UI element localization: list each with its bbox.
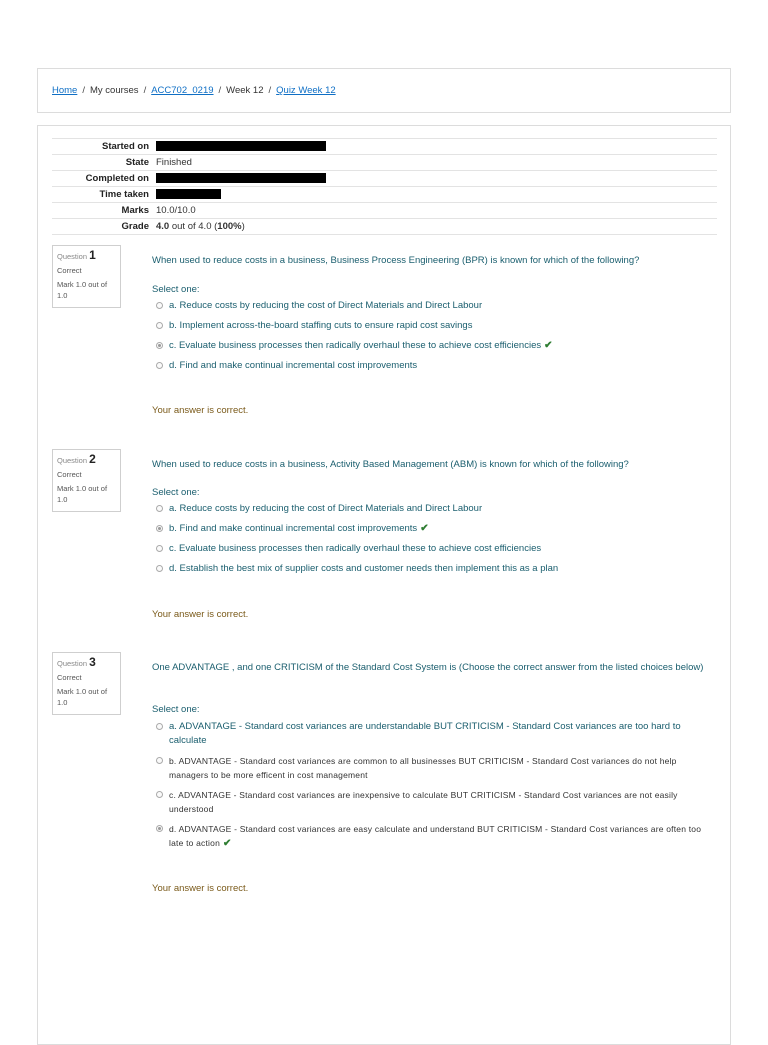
summary-row-time	[52, 187, 717, 203]
answer-option-3d[interactable]	[156, 822, 706, 851]
option-label: a. Reduce costs by reducing the cost of Direct Materials and Direct Labour	[169, 503, 483, 514]
breadcrumb-separator: /	[143, 85, 147, 96]
question-label: Question	[57, 456, 88, 465]
grade-middle: out of 4.0 (	[169, 221, 218, 232]
time-taken-label: Time taken	[99, 189, 149, 200]
question-status: Correct	[57, 673, 82, 682]
question-info-2	[52, 449, 121, 512]
breadcrumb-home-link[interactable]: Home	[52, 85, 78, 96]
grade-value	[154, 219, 717, 235]
question-number	[57, 657, 116, 669]
question-text-2: When used to reduce costs in a business, Activity Based Management (ABM) is known for which of the following?	[152, 459, 629, 470]
option-label: d. Find and make continual incremental cost improvements	[169, 360, 418, 371]
question-text-1: When used to reduce costs in a business, Business Process Engineering (BPR) is known for which of the following?	[152, 255, 640, 266]
marks-label: Marks	[121, 205, 149, 216]
option-label: d. ADVANTAGE - Standard cost variances are easy calculate and understand BUT CRITICISM - Standard Cost variances are often too late to action	[169, 824, 702, 848]
option-label: b. Find and make continual incremental cost improvements	[169, 523, 418, 534]
breadcrumb-week: Week 12	[226, 85, 264, 96]
check-icon: ✔	[544, 340, 553, 351]
option-label: d. Establish the best mix of supplier costs and customer needs then implement this as a plan	[169, 563, 559, 574]
summary-row-started	[52, 139, 717, 155]
grade-percent: 100%	[217, 221, 242, 232]
redacted-block	[156, 189, 221, 199]
summary-row-grade	[52, 219, 717, 235]
summary-row-state	[52, 155, 717, 171]
radio-icon[interactable]	[156, 723, 163, 730]
completed-on-value	[154, 171, 717, 187]
check-icon: ✔	[420, 523, 429, 534]
answer-option-2d[interactable]	[156, 562, 706, 576]
answer-feedback-3: Your answer is correct.	[152, 883, 249, 894]
radio-icon[interactable]	[156, 525, 163, 532]
question-number-value: 2	[89, 452, 96, 466]
select-one-label: Select one:	[152, 704, 200, 715]
select-one-label: Select one:	[152, 284, 200, 295]
option-label: a. ADVANTAGE - Standard cost variances are understandable BUT CRITICISM - Standard Cost variances are too hard to calculate	[169, 721, 681, 746]
time-taken-value	[154, 187, 717, 203]
question-info-1	[52, 245, 121, 308]
redacted-block	[156, 173, 326, 183]
answer-option-1c[interactable]	[156, 339, 706, 353]
redacted-block	[156, 141, 326, 151]
question-text-3: One ADVANTAGE , and one CRITICISM of the Standard Cost System is (Choose the correct answer from the listed choices below)	[152, 662, 704, 673]
summary-row-completed	[52, 171, 717, 187]
radio-icon[interactable]	[156, 362, 163, 369]
question-label: Question	[57, 252, 88, 261]
question-status: Correct	[57, 266, 82, 275]
question-mark: Mark 1.0 out of 1.0	[57, 280, 108, 300]
radio-icon[interactable]	[156, 505, 163, 512]
attempt-summary-table	[52, 138, 717, 235]
answer-option-2b[interactable]	[156, 522, 706, 536]
state-value: Finished	[156, 157, 192, 168]
answer-option-3c[interactable]	[156, 788, 706, 816]
radio-icon[interactable]	[156, 545, 163, 552]
breadcrumb-my-courses: My courses	[89, 85, 139, 96]
question-info-3	[52, 652, 121, 715]
breadcrumb	[52, 85, 336, 96]
breadcrumb-separator: /	[218, 85, 222, 96]
summary-row-marks	[52, 203, 717, 219]
option-label: b. Implement across-the-board staffing cuts to ensure rapid cost savings	[169, 320, 473, 331]
radio-icon[interactable]	[156, 342, 163, 349]
question-status: Correct	[57, 470, 82, 479]
question-number	[57, 250, 116, 262]
answer-option-1b[interactable]	[156, 319, 706, 333]
check-icon: ✔	[223, 838, 232, 849]
breadcrumb-separator: /	[268, 85, 272, 96]
radio-icon[interactable]	[156, 565, 163, 572]
marks-value: 10.0/10.0	[156, 205, 196, 216]
answer-feedback-1: Your answer is correct.	[152, 405, 249, 416]
answer-option-3a[interactable]	[156, 720, 706, 748]
completed-on-label: Completed on	[85, 173, 149, 184]
question-number	[57, 454, 116, 466]
question-number-value: 1	[89, 248, 96, 262]
breadcrumb-quiz-link[interactable]: Quiz Week 12	[276, 85, 336, 96]
started-on-label: Started on	[102, 141, 149, 152]
question-number-value: 3	[89, 655, 96, 669]
question-mark: Mark 1.0 out of 1.0	[57, 687, 108, 707]
answer-option-2c[interactable]	[156, 542, 706, 556]
radio-icon[interactable]	[156, 757, 163, 764]
state-label: State	[125, 157, 149, 168]
radio-icon[interactable]	[156, 322, 163, 329]
grade-end: )	[241, 221, 245, 232]
option-label: a. Reduce costs by reducing the cost of Direct Materials and Direct Labour	[169, 300, 483, 311]
radio-icon[interactable]	[156, 791, 163, 798]
question-label: Question	[57, 659, 88, 668]
option-label: c. Evaluate business processes then radically overhaul these to achieve cost efficiencies	[169, 340, 542, 351]
radio-icon[interactable]	[156, 302, 163, 309]
breadcrumb-separator: /	[82, 85, 85, 96]
answer-option-1a[interactable]	[156, 299, 706, 313]
breadcrumb-course-link[interactable]: ACC702_0219	[151, 85, 214, 96]
started-on-value	[154, 139, 717, 155]
option-label: b. ADVANTAGE - Standard cost variances are common to all businesses BUT CRITICISM - Standard Cost variances do not help managers to be more efficent in cost management	[169, 756, 677, 780]
grade-label: Grade	[121, 221, 149, 232]
option-label: c. ADVANTAGE - Standard cost variances are inexpensive to calculate BUT CRITICISM - Standard Cost variances are not easily understood	[169, 790, 678, 814]
answer-option-2a[interactable]	[156, 502, 706, 516]
answer-option-3b[interactable]	[156, 754, 706, 782]
select-one-label: Select one:	[152, 487, 200, 498]
grade-score: 4.0	[156, 221, 170, 232]
breadcrumb-bar	[37, 68, 731, 113]
answer-feedback-2: Your answer is correct.	[152, 609, 249, 620]
radio-icon[interactable]	[156, 825, 163, 832]
option-label: c. Evaluate business processes then radically overhaul these to achieve cost efficiencies	[169, 543, 542, 554]
question-mark: Mark 1.0 out of 1.0	[57, 484, 108, 504]
answer-option-1d[interactable]	[156, 359, 706, 373]
